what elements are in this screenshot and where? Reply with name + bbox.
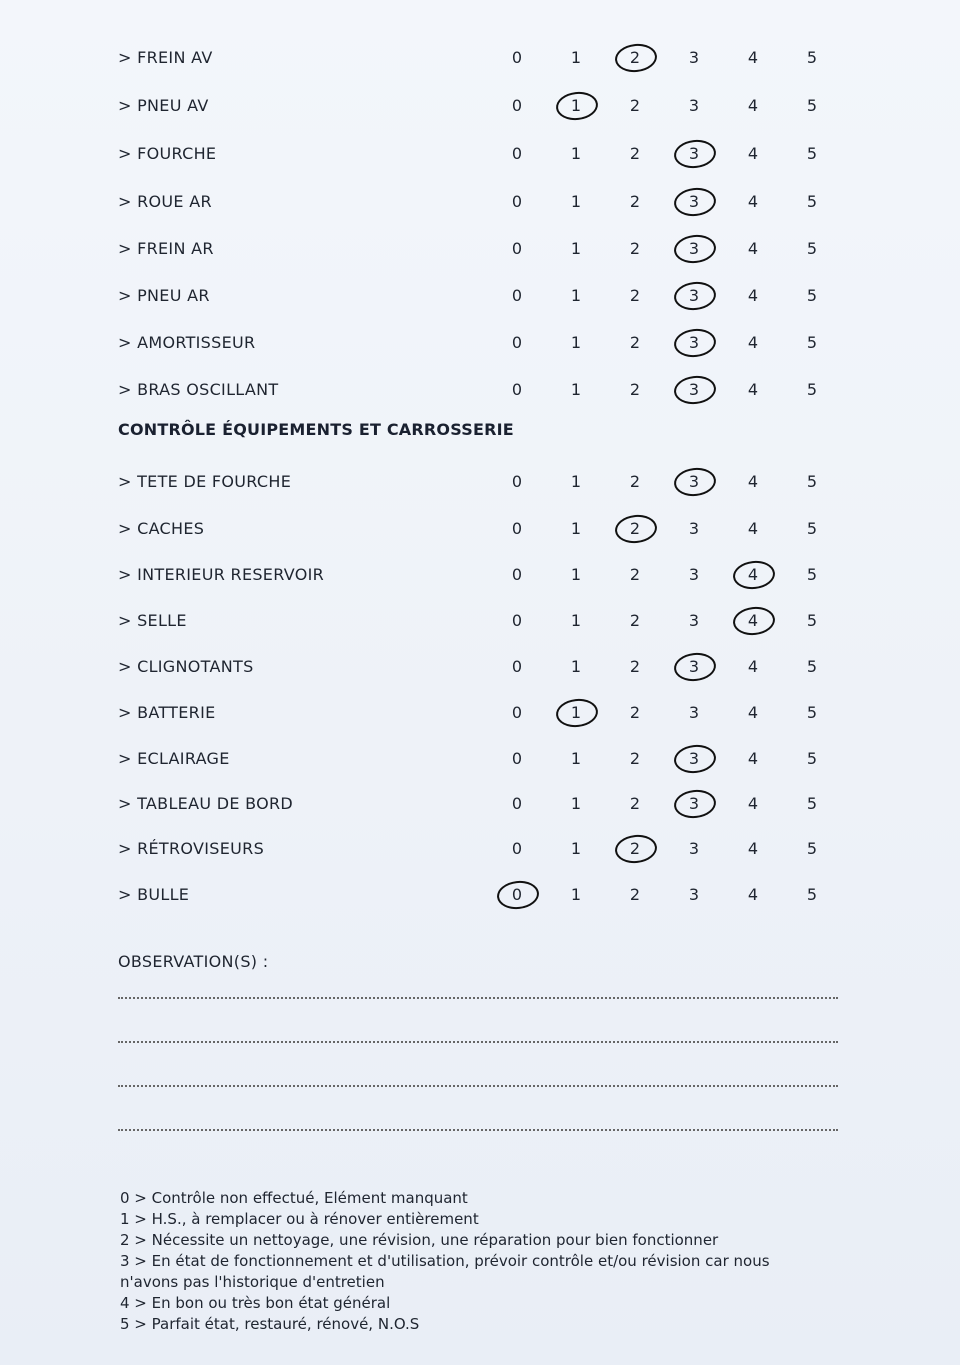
- inspection-row: [118, 788, 858, 818]
- score-option[interactable]: 1: [570, 793, 582, 813]
- score-option[interactable]: 3: [688, 518, 700, 538]
- score-option[interactable]: 0: [511, 47, 523, 67]
- inspection-item-label: > FREIN AR: [118, 239, 214, 258]
- score-option[interactable]: 5: [806, 332, 818, 352]
- inspection-row: [118, 233, 858, 263]
- score-option[interactable]: 3: [688, 610, 700, 630]
- score-option-selected[interactable]: 4: [730, 559, 776, 589]
- score-option[interactable]: 1: [570, 238, 582, 258]
- inspection-row: [118, 651, 858, 681]
- score-option[interactable]: 0: [511, 610, 523, 630]
- score-option[interactable]: 4: [747, 471, 759, 491]
- inspection-item-label: > SELLE: [118, 611, 187, 630]
- inspection-item-label: > TABLEAU DE BORD: [118, 794, 294, 813]
- score-option[interactable]: 1: [570, 191, 582, 211]
- score-option[interactable]: 2: [629, 656, 641, 676]
- score-option[interactable]: 4: [747, 332, 759, 352]
- inspection-row: [118, 374, 858, 404]
- legend-item: 1 > H.S., à remplacer ou à rénover entièrement: [120, 1210, 479, 1228]
- inspection-item-label: > BATTERIE: [118, 703, 216, 722]
- score-option-selected[interactable]: 3: [671, 233, 717, 263]
- legend-item: n'avons pas l'historique d'entretien: [120, 1273, 385, 1291]
- score-option[interactable]: 5: [806, 191, 818, 211]
- score-option-selected[interactable]: 3: [671, 186, 717, 216]
- inspection-item-label: > CLIGNOTANTS: [118, 657, 254, 676]
- inspection-row: [118, 559, 858, 589]
- score-option-selected[interactable]: 3: [671, 280, 717, 310]
- score-option[interactable]: 1: [570, 564, 582, 584]
- legend-item: 4 > En bon ou très bon état général: [120, 1294, 391, 1312]
- legend-item: 5 > Parfait état, restauré, rénové, N.O.S: [120, 1315, 420, 1333]
- score-option[interactable]: 5: [806, 95, 818, 115]
- score-option[interactable]: 2: [629, 793, 641, 813]
- legend-item: 3 > En état de fonctionnement et d'utilisation, prévoir contrôle et/ou révision car nous: [120, 1252, 770, 1270]
- inspection-row: [118, 879, 858, 909]
- score-option[interactable]: 4: [747, 238, 759, 258]
- score-option[interactable]: 0: [511, 191, 523, 211]
- score-option[interactable]: 1: [570, 332, 582, 352]
- score-option[interactable]: 2: [629, 191, 641, 211]
- score-option[interactable]: 2: [629, 884, 641, 904]
- inspection-item-label: > AMORTISSEUR: [118, 333, 256, 352]
- observation-line[interactable]: [118, 1129, 838, 1131]
- score-option-selected[interactable]: 4: [730, 605, 776, 635]
- inspection-item-label: > RÉTROVISEURS: [118, 839, 265, 858]
- inspection-item-label: > BULLE: [118, 885, 190, 904]
- score-option[interactable]: 0: [511, 518, 523, 538]
- score-option[interactable]: 4: [747, 191, 759, 211]
- rating-legend: [120, 1188, 840, 1335]
- score-option-selected[interactable]: 2: [612, 833, 658, 863]
- score-option[interactable]: 0: [511, 793, 523, 813]
- score-option[interactable]: 1: [570, 143, 582, 163]
- score-option[interactable]: 2: [629, 610, 641, 630]
- inspection-item-label: > INTERIEUR RESERVOIR: [118, 565, 325, 584]
- score-option[interactable]: 5: [806, 838, 818, 858]
- inspection-item-label: > TETE DE FOURCHE: [118, 472, 292, 491]
- score-option[interactable]: 0: [511, 838, 523, 858]
- score-option[interactable]: 2: [629, 332, 641, 352]
- score-option[interactable]: 4: [747, 285, 759, 305]
- score-option-selected[interactable]: 3: [671, 138, 717, 168]
- score-option-selected[interactable]: 2: [612, 513, 658, 543]
- score-option[interactable]: 2: [629, 471, 641, 491]
- inspection-row: [118, 327, 858, 357]
- score-option[interactable]: 1: [570, 748, 582, 768]
- score-option[interactable]: 2: [629, 379, 641, 399]
- inspection-item-label: > FREIN AV: [118, 48, 213, 67]
- score-option[interactable]: 5: [806, 748, 818, 768]
- score-option[interactable]: 1: [570, 47, 582, 67]
- score-option[interactable]: 4: [747, 95, 759, 115]
- score-option[interactable]: 0: [511, 95, 523, 115]
- score-option-selected[interactable]: 3: [671, 788, 717, 818]
- inspection-row: [118, 90, 858, 120]
- inspection-item-label: > BRAS OSCILLANT: [118, 380, 279, 399]
- score-option[interactable]: 0: [511, 656, 523, 676]
- score-option[interactable]: 2: [629, 238, 641, 258]
- inspection-item-label: > FOURCHE: [118, 144, 217, 163]
- score-option[interactable]: 4: [747, 793, 759, 813]
- inspection-row: [118, 605, 858, 635]
- inspection-row: [118, 138, 858, 168]
- score-option[interactable]: 3: [688, 564, 700, 584]
- inspection-item-label: > PNEU AR: [118, 286, 210, 305]
- score-option-selected[interactable]: 2: [612, 42, 658, 72]
- score-option-selected[interactable]: 3: [671, 374, 717, 404]
- inspection-item-label: > CACHES: [118, 519, 205, 538]
- score-option[interactable]: 5: [806, 285, 818, 305]
- score-option[interactable]: 0: [511, 143, 523, 163]
- score-option[interactable]: 5: [806, 471, 818, 491]
- score-option[interactable]: 3: [688, 95, 700, 115]
- score-option[interactable]: 4: [747, 702, 759, 722]
- score-option[interactable]: 1: [570, 285, 582, 305]
- inspection-row: [118, 42, 858, 72]
- observation-line[interactable]: [118, 997, 838, 999]
- score-option[interactable]: 0: [511, 379, 523, 399]
- score-option[interactable]: 2: [629, 564, 641, 584]
- inspection-item-label: > PNEU AV: [118, 96, 209, 115]
- score-option[interactable]: 2: [629, 702, 641, 722]
- score-option[interactable]: 5: [806, 518, 818, 538]
- score-option[interactable]: 0: [511, 285, 523, 305]
- score-option[interactable]: 3: [688, 702, 700, 722]
- section-title-equipements: CONTRÔLE ÉQUIPEMENTS ET CARROSSERIE: [118, 420, 514, 439]
- score-option[interactable]: 0: [511, 238, 523, 258]
- score-option-selected[interactable]: 3: [671, 327, 717, 357]
- inspection-row: [118, 833, 858, 863]
- score-option[interactable]: 4: [747, 656, 759, 676]
- score-option[interactable]: 0: [511, 332, 523, 352]
- score-option[interactable]: 4: [747, 884, 759, 904]
- score-option[interactable]: 0: [511, 748, 523, 768]
- inspection-row: [118, 743, 858, 773]
- score-option-selected[interactable]: 3: [671, 651, 717, 681]
- score-option[interactable]: 4: [747, 748, 759, 768]
- score-option[interactable]: 5: [806, 884, 818, 904]
- score-option[interactable]: 3: [688, 47, 700, 67]
- inspection-row: [118, 697, 858, 727]
- inspection-item-label: > ROUE AR: [118, 192, 212, 211]
- score-option[interactable]: 4: [747, 518, 759, 538]
- observation-line[interactable]: [118, 1041, 838, 1043]
- inspection-row: [118, 466, 858, 496]
- score-option[interactable]: 3: [688, 884, 700, 904]
- inspection-row: [118, 280, 858, 310]
- score-option-selected[interactable]: 1: [553, 90, 599, 120]
- score-option-selected[interactable]: 3: [671, 466, 717, 496]
- score-option[interactable]: 5: [806, 656, 818, 676]
- score-option[interactable]: 3: [688, 838, 700, 858]
- score-option[interactable]: 5: [806, 610, 818, 630]
- score-option[interactable]: 1: [570, 656, 582, 676]
- legend-item: 0 > Contrôle non effectué, Elément manquant: [120, 1189, 468, 1207]
- score-option[interactable]: 5: [806, 564, 818, 584]
- legend-item: 2 > Nécessite un nettoyage, une révision, une réparation pour bien fonctionner: [120, 1231, 719, 1249]
- inspection-row: [118, 186, 858, 216]
- score-option-selected[interactable]: 0: [494, 879, 540, 909]
- score-option[interactable]: 1: [570, 471, 582, 491]
- score-option[interactable]: 2: [629, 748, 641, 768]
- score-option[interactable]: 5: [806, 793, 818, 813]
- score-option-selected[interactable]: 1: [553, 697, 599, 727]
- score-option[interactable]: 4: [747, 838, 759, 858]
- score-option[interactable]: 5: [806, 143, 818, 163]
- score-option[interactable]: 1: [570, 884, 582, 904]
- inspection-row: [118, 513, 858, 543]
- score-option[interactable]: 1: [570, 838, 582, 858]
- score-option[interactable]: 1: [570, 610, 582, 630]
- score-option[interactable]: 4: [747, 379, 759, 399]
- score-option[interactable]: 4: [747, 47, 759, 67]
- score-option[interactable]: 2: [629, 285, 641, 305]
- score-option[interactable]: 2: [629, 95, 641, 115]
- score-option[interactable]: 2: [629, 143, 641, 163]
- score-option[interactable]: 0: [511, 702, 523, 722]
- score-option-selected[interactable]: 3: [671, 743, 717, 773]
- observation-line[interactable]: [118, 1085, 838, 1087]
- score-option[interactable]: 1: [570, 379, 582, 399]
- score-option[interactable]: 0: [511, 564, 523, 584]
- score-option[interactable]: 4: [747, 143, 759, 163]
- score-option[interactable]: 5: [806, 702, 818, 722]
- inspection-item-label: > ECLAIRAGE: [118, 749, 230, 768]
- score-option[interactable]: 5: [806, 238, 818, 258]
- score-option[interactable]: 5: [806, 47, 818, 67]
- score-option[interactable]: 5: [806, 379, 818, 399]
- score-option[interactable]: 1: [570, 518, 582, 538]
- observations-title: OBSERVATION(S) :: [118, 952, 269, 971]
- score-option[interactable]: 0: [511, 471, 523, 491]
